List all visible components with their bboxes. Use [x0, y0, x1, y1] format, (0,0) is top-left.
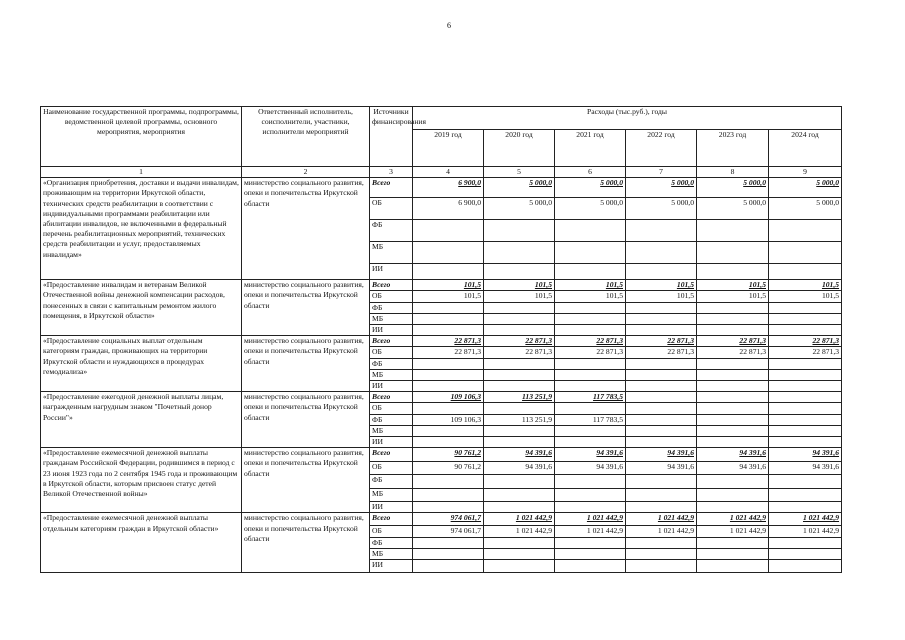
- expense-value: [769, 358, 842, 369]
- expense-value: 22 871,3: [769, 336, 842, 347]
- expense-value: [769, 437, 842, 448]
- measure-name: «Предоставление социальных выплат отдельным категориям граждан, проживающих на территории Иркутской области и нуждающихся в процедурах гемодиализа»: [41, 336, 242, 392]
- expense-value: [626, 220, 697, 242]
- measure-executor: министерство социального развития, опеки и попечительства Иркутской области: [242, 336, 370, 392]
- header-year: 2020 год: [484, 130, 555, 167]
- expense-value: [555, 502, 626, 513]
- funding-source: ИИ: [370, 560, 413, 573]
- expense-value: [626, 414, 697, 425]
- expense-value: [769, 302, 842, 313]
- expense-value: [626, 403, 697, 414]
- funding-source: ФБ: [370, 537, 413, 548]
- expense-value: 94 391,6: [555, 448, 626, 462]
- funding-source: МБ: [370, 242, 413, 264]
- table-row: [41, 336, 842, 347]
- funding-source: ОБ: [370, 462, 413, 475]
- measure-executor: министерство социального развития, опеки и попечительства Иркутской области: [242, 513, 370, 573]
- expense-value: [769, 502, 842, 513]
- funding-source: ОБ: [370, 198, 413, 220]
- expense-value: [413, 313, 484, 324]
- expense-value: [697, 369, 769, 380]
- expense-value: 109 106,3: [413, 414, 484, 425]
- expense-value: 6 900,0: [413, 178, 484, 198]
- expense-value: [484, 403, 555, 414]
- expense-value: [769, 242, 842, 264]
- expense-value: 22 871,3: [555, 347, 626, 358]
- column-number: 4: [413, 167, 484, 178]
- expense-value: [484, 548, 555, 559]
- expense-value: 22 871,3: [697, 336, 769, 347]
- expense-value: [769, 489, 842, 502]
- expense-value: [769, 425, 842, 436]
- expense-value: [555, 489, 626, 502]
- expense-value: [697, 502, 769, 513]
- expense-value: 5 000,0: [626, 198, 697, 220]
- expense-value: [555, 220, 626, 242]
- funding-source: МБ: [370, 313, 413, 324]
- expense-value: [697, 220, 769, 242]
- expense-value: [484, 302, 555, 313]
- expense-value: [626, 437, 697, 448]
- column-number: 3: [370, 167, 413, 178]
- expense-value: [626, 358, 697, 369]
- header-executor: Ответственный исполнитель, соисполнители, участники, исполнители мероприятий: [242, 107, 370, 167]
- expense-value: [626, 302, 697, 313]
- expense-value: [697, 264, 769, 280]
- expense-value: 101,5: [484, 291, 555, 302]
- expense-value: 1 021 442,9: [697, 513, 769, 526]
- expense-value: [484, 358, 555, 369]
- expense-value: [697, 358, 769, 369]
- expense-value: [413, 358, 484, 369]
- expense-value: [697, 381, 769, 392]
- expense-value: [697, 325, 769, 336]
- expense-value: [413, 537, 484, 548]
- expense-value: 1 021 442,9: [626, 526, 697, 537]
- expense-value: [555, 302, 626, 313]
- funding-source: ФБ: [370, 358, 413, 369]
- expense-value: [413, 220, 484, 242]
- header-expenses: Расходы (тыс.руб.), годы: [413, 107, 842, 130]
- expense-value: 22 871,3: [555, 336, 626, 347]
- expense-value: [697, 548, 769, 559]
- expense-value: [413, 425, 484, 436]
- expense-value: [555, 403, 626, 414]
- funding-source: Всего: [370, 392, 413, 403]
- expense-value: 5 000,0: [697, 198, 769, 220]
- expense-value: 101,5: [697, 280, 769, 291]
- column-number: 2: [242, 167, 370, 178]
- expense-value: 1 021 442,9: [626, 513, 697, 526]
- expense-value: 94 391,6: [769, 462, 842, 475]
- expense-value: [555, 537, 626, 548]
- expense-value: 5 000,0: [769, 178, 842, 198]
- expense-value: 22 871,3: [769, 347, 842, 358]
- funding-source: Всего: [370, 280, 413, 291]
- expense-value: [413, 264, 484, 280]
- expense-value: [626, 325, 697, 336]
- funding-source: ФБ: [370, 414, 413, 425]
- measure-executor: министерство социального развития, опеки и попечительства Иркутской области: [242, 280, 370, 336]
- expense-value: [413, 437, 484, 448]
- header-year: 2019 год: [413, 130, 484, 167]
- expense-value: 22 871,3: [697, 347, 769, 358]
- table-row: [41, 513, 842, 526]
- funding-source: ИИ: [370, 325, 413, 336]
- expense-value: [697, 475, 769, 489]
- expense-value: 22 871,3: [626, 336, 697, 347]
- header-name: Наименование государственной программы, подпрограммы, ведомственной целевой программы, основного мероприятия, мероприятия: [41, 107, 242, 167]
- expense-value: [413, 403, 484, 414]
- page-number: 6: [447, 21, 451, 30]
- expense-value: [555, 369, 626, 380]
- column-number: 9: [769, 167, 842, 178]
- expense-value: [555, 548, 626, 559]
- expense-value: [626, 537, 697, 548]
- expense-value: [626, 475, 697, 489]
- expense-value: 1 021 442,9: [484, 513, 555, 526]
- expense-value: [413, 242, 484, 264]
- header-year: 2024 год: [769, 130, 842, 167]
- expense-value: [413, 302, 484, 313]
- expense-value: [769, 313, 842, 324]
- table-body: [41, 178, 842, 573]
- funding-source: Всего: [370, 448, 413, 462]
- expense-value: 22 871,3: [413, 347, 484, 358]
- expense-value: [484, 220, 555, 242]
- expense-value: 101,5: [626, 280, 697, 291]
- expense-value: 22 871,3: [413, 336, 484, 347]
- expense-value: [626, 392, 697, 403]
- column-number: 6: [555, 167, 626, 178]
- expense-value: 94 391,6: [555, 462, 626, 475]
- expense-value: [484, 313, 555, 324]
- expense-value: 117 783,5: [555, 392, 626, 403]
- measure-name: «Предоставление ежемесячной денежной выплаты гражданам Российской Федерации, родившимся в период с 23 июня 1923 года по 2 сентября 1945 года и проживающим в Иркутской области, которым присвоен статус детей Великой Отечественной войны»: [41, 448, 242, 513]
- expense-value: [484, 475, 555, 489]
- expense-value: [769, 325, 842, 336]
- expense-value: [413, 475, 484, 489]
- expense-value: [697, 414, 769, 425]
- funding-source: ОБ: [370, 403, 413, 414]
- expense-value: [484, 502, 555, 513]
- expense-value: [626, 425, 697, 436]
- expense-value: [769, 264, 842, 280]
- expense-value: 6 900,0: [413, 198, 484, 220]
- funding-source: ФБ: [370, 220, 413, 242]
- funding-source: ОБ: [370, 291, 413, 302]
- expense-value: 94 391,6: [484, 462, 555, 475]
- expense-value: [555, 437, 626, 448]
- funding-source: ОБ: [370, 347, 413, 358]
- expense-value: [769, 537, 842, 548]
- measure-executor: министерство социального развития, опеки и попечительства Иркутской области: [242, 392, 370, 448]
- expense-value: [769, 403, 842, 414]
- funding-source: МБ: [370, 548, 413, 559]
- header-source: Источники финансирования: [370, 107, 413, 167]
- funding-source: ОБ: [370, 526, 413, 537]
- expense-value: [555, 242, 626, 264]
- column-number: 7: [626, 167, 697, 178]
- expense-value: [413, 560, 484, 573]
- expense-value: 90 761,2: [413, 448, 484, 462]
- budget-table: [40, 106, 842, 573]
- expense-value: [769, 414, 842, 425]
- expense-value: [626, 548, 697, 559]
- measure-executor: министерство социального развития, опеки и попечительства Иркутской области: [242, 448, 370, 513]
- expense-value: [413, 381, 484, 392]
- expense-value: [769, 475, 842, 489]
- expense-value: [555, 475, 626, 489]
- expense-value: 94 391,6: [769, 448, 842, 462]
- expense-value: [555, 425, 626, 436]
- expense-value: [697, 392, 769, 403]
- table-row: [41, 178, 842, 198]
- expense-value: 1 021 442,9: [555, 526, 626, 537]
- expense-value: [555, 264, 626, 280]
- expense-value: [697, 302, 769, 313]
- expense-value: [484, 560, 555, 573]
- expense-value: [484, 264, 555, 280]
- expense-value: 5 000,0: [697, 178, 769, 198]
- expense-value: [769, 548, 842, 559]
- header-year: 2022 год: [626, 130, 697, 167]
- expense-value: 1 021 442,9: [484, 526, 555, 537]
- measure-name: «Предоставление ежемесячной денежной выплаты отдельным категориям граждан в Иркутской области»: [41, 513, 242, 573]
- expense-value: [484, 242, 555, 264]
- funding-source: ФБ: [370, 475, 413, 489]
- expense-value: [697, 537, 769, 548]
- funding-source: ИИ: [370, 381, 413, 392]
- expense-value: [697, 425, 769, 436]
- expense-value: [697, 489, 769, 502]
- expense-value: [769, 381, 842, 392]
- expense-value: 101,5: [769, 291, 842, 302]
- expense-value: [555, 313, 626, 324]
- expense-value: [697, 560, 769, 573]
- expense-value: 94 391,6: [626, 448, 697, 462]
- expense-value: [484, 325, 555, 336]
- expense-value: 101,5: [769, 280, 842, 291]
- expense-value: [626, 369, 697, 380]
- funding-source: ФБ: [370, 302, 413, 313]
- expense-value: 5 000,0: [555, 178, 626, 198]
- expense-value: 5 000,0: [484, 198, 555, 220]
- expense-value: [626, 489, 697, 502]
- measure-executor: министерство социального развития, опеки и попечительства Иркутской области: [242, 178, 370, 280]
- funding-source: ИИ: [370, 437, 413, 448]
- expense-value: [626, 242, 697, 264]
- expense-value: 101,5: [555, 280, 626, 291]
- expense-value: [484, 369, 555, 380]
- measure-name: «Предоставление ежегодной денежной выплаты лицам, награжденным нагрудным знаком "Почетный донор России"»: [41, 392, 242, 448]
- header-year: 2023 год: [697, 130, 769, 167]
- expense-value: 101,5: [413, 280, 484, 291]
- funding-source: Всего: [370, 178, 413, 198]
- expense-value: [555, 381, 626, 392]
- expense-value: [769, 220, 842, 242]
- expense-value: 109 106,3: [413, 392, 484, 403]
- expense-value: [769, 369, 842, 380]
- expense-value: [413, 548, 484, 559]
- expense-value: [769, 392, 842, 403]
- expense-value: [484, 489, 555, 502]
- measure-name: «Организация приобретения, доставки и выдачи инвалидам, проживающим на территории Иркутской области, технических средств реабилитации в соответствии с индивидуальными программами реабилитации или абилитации инвалидов, не включенными в федеральный перечень реабилитационных мероприятий, технических средств реабилитации и услуг, предоставляемых инвалидам»: [41, 178, 242, 280]
- expense-value: 1 021 442,9: [697, 526, 769, 537]
- expense-value: 101,5: [413, 291, 484, 302]
- expense-value: [413, 502, 484, 513]
- column-number: 8: [697, 167, 769, 178]
- table-row: [41, 280, 842, 291]
- column-number: 1: [41, 167, 242, 178]
- expense-value: 113 251,9: [484, 414, 555, 425]
- expense-value: 974 061,7: [413, 513, 484, 526]
- expense-value: 5 000,0: [626, 178, 697, 198]
- expense-value: 94 391,6: [626, 462, 697, 475]
- funding-source: МБ: [370, 489, 413, 502]
- header-year: 2021 год: [555, 130, 626, 167]
- expense-value: [484, 381, 555, 392]
- expense-value: [555, 325, 626, 336]
- expense-value: 5 000,0: [484, 178, 555, 198]
- expense-value: 22 871,3: [626, 347, 697, 358]
- expense-value: 113 251,9: [484, 392, 555, 403]
- expense-value: 117 783,5: [555, 414, 626, 425]
- expense-value: [413, 369, 484, 380]
- expense-value: 1 021 442,9: [769, 513, 842, 526]
- expense-value: 94 391,6: [484, 448, 555, 462]
- expense-value: 5 000,0: [769, 198, 842, 220]
- expense-value: [484, 437, 555, 448]
- expense-value: 1 021 442,9: [555, 513, 626, 526]
- table-row: [41, 448, 842, 462]
- funding-source: Всего: [370, 513, 413, 526]
- funding-source: МБ: [370, 369, 413, 380]
- expense-value: [769, 560, 842, 573]
- table-row: [41, 392, 842, 403]
- expense-value: 94 391,6: [697, 448, 769, 462]
- funding-source: МБ: [370, 425, 413, 436]
- expense-value: [626, 560, 697, 573]
- funding-source: Всего: [370, 336, 413, 347]
- expense-value: 94 391,6: [697, 462, 769, 475]
- funding-source: ИИ: [370, 502, 413, 513]
- funding-source: ИИ: [370, 264, 413, 280]
- expense-value: 22 871,3: [484, 336, 555, 347]
- expense-value: [626, 313, 697, 324]
- expense-value: [697, 242, 769, 264]
- expense-value: [413, 325, 484, 336]
- expense-value: [555, 560, 626, 573]
- expense-value: [626, 381, 697, 392]
- expense-value: [413, 489, 484, 502]
- expense-value: 101,5: [697, 291, 769, 302]
- expense-value: 101,5: [555, 291, 626, 302]
- expense-value: [484, 537, 555, 548]
- expense-value: [697, 437, 769, 448]
- expense-value: [697, 313, 769, 324]
- expense-value: [484, 425, 555, 436]
- expense-value: [626, 264, 697, 280]
- expense-value: [555, 358, 626, 369]
- expense-value: 974 061,7: [413, 526, 484, 537]
- expense-value: 101,5: [626, 291, 697, 302]
- column-number: 5: [484, 167, 555, 178]
- measure-name: «Предоставление инвалидам и ветеранам Великой Отечественной войны денежной компенсации расходов, понесенных в связи с капитальным ремонтом жилого помещения, в Иркутской области»: [41, 280, 242, 336]
- expense-value: 5 000,0: [555, 198, 626, 220]
- expense-value: [626, 502, 697, 513]
- expense-value: 90 761,2: [413, 462, 484, 475]
- expense-value: 1 021 442,9: [769, 526, 842, 537]
- expense-value: [697, 403, 769, 414]
- expense-value: 101,5: [484, 280, 555, 291]
- expense-value: 22 871,3: [484, 347, 555, 358]
